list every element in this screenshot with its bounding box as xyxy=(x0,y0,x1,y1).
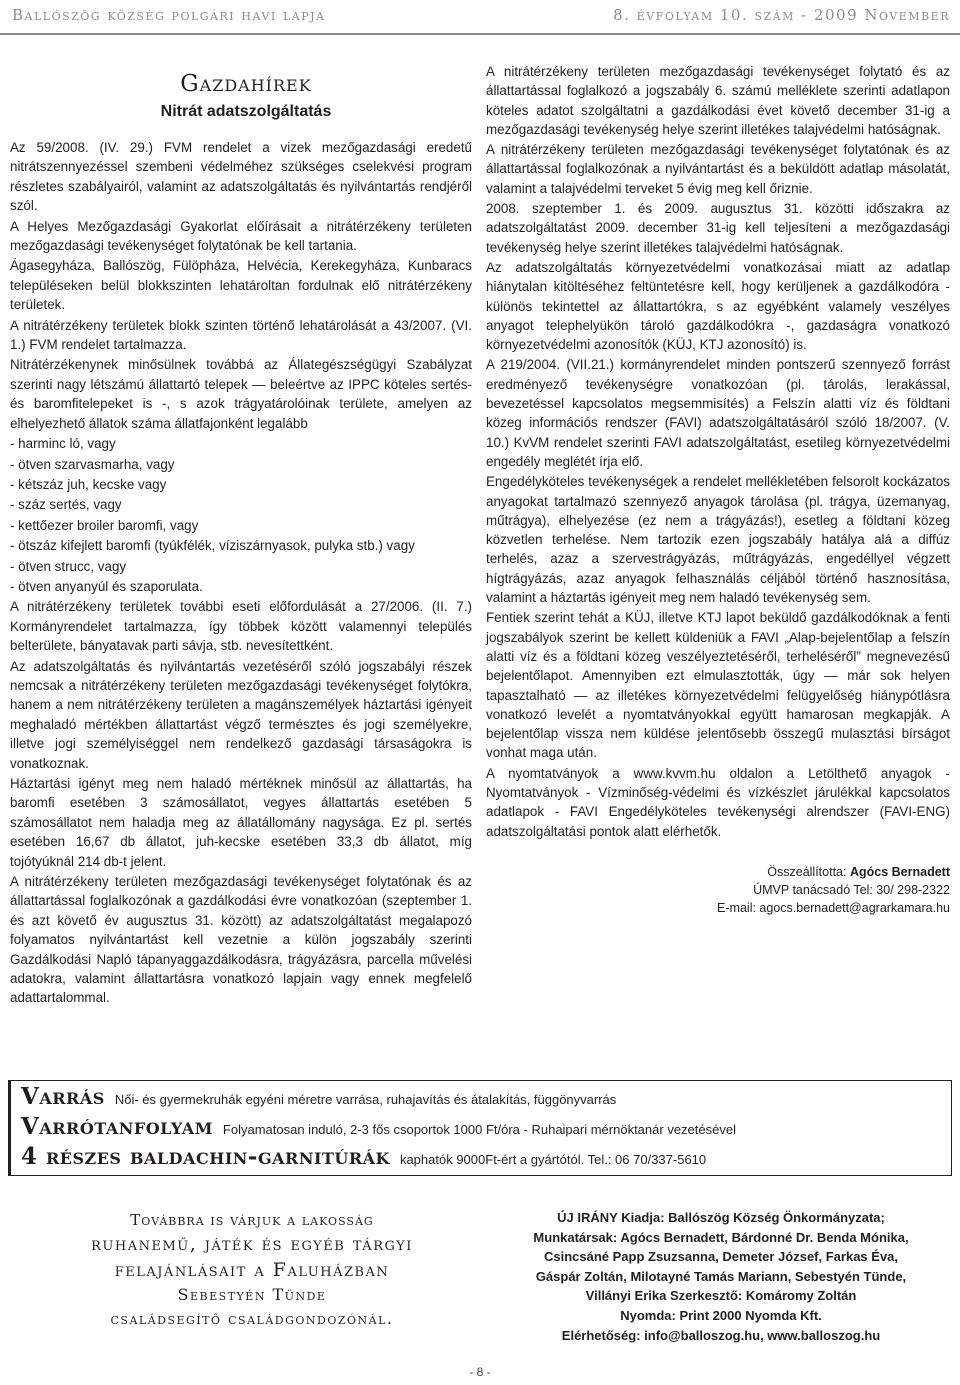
ad-line-canopy xyxy=(21,1143,706,1170)
article-signature xyxy=(486,863,950,917)
left-article-paragraph: - harminc ló, vagy xyxy=(10,436,116,452)
left-article-paragraph: Az 59/2008. (IV. 29.) FVM rendelet a vizek mezőgazdasági eredetű nitrátszennyezéssel szembeni védelméhez szükséges cselekvési program részletes szabályairól, valamint az adatszolgáltatás és nyilvántartás rendjéről szól. xyxy=(10,140,472,214)
left-article-paragraph: A nitrátérzékeny területek további eseti előfordulását a 27/2006. (II. 7.) Kormányrendelet tartalmazza, így többek között valamennyi település belterülete, bányatavak parti sávja, stb. nevesítettként. xyxy=(10,599,472,654)
right-article-paragraph: A nitrátérzékeny területen mezőgazdasági tevékenységet folytatónak és az állattartással foglalkozónak a nyilvántartást és a beküldött adatlap másolatát, valamint a talajvédelmi terveket 5 évig meg kell őriznie. xyxy=(486,142,950,196)
right-article-paragraph: A nitrátérzékeny területen mezőgazdasági tevékenységet folytató és az állattartással foglalkozó a jogszabály 6. számú melléklete szerinti adatlapon köteles adatot szolgáltatni a gazdálkodási évet követő december 31-ig a mezőgazdasági tevékenység helye szerint illetékes talajvédelmi hatóságnak. xyxy=(486,64,950,137)
right-article-paragraph: A nyomtatványok a www.kvvm.hu oldalon a Letölthető anyagok - Nyomtatványok - Vízminőség-védelmi és vízkészlet járulékkal kapcsolatos adatlapok - FAVI Engedélyköteles tevékenységi alrendszer (FAVI-ENG) adatszolgáltatási pontok alatt elérhetők. xyxy=(486,765,950,839)
article-title: Nitrát adatszolgáltatás xyxy=(160,103,332,120)
notice-line-4: Sebestyén Tünde xyxy=(177,1285,327,1304)
left-article-paragraph: Az adatszolgáltatás és nyilvántartás vezetéséről szóló jogszabályi részek nemcsak a nitrátérzékeny területen mezőgazdasági tevékenységet folytókra, hanem a nem nitrátérzékeny területen a magánszemélyek háztartási igényeit meghaladó mértékben állattartást végző természtes és jogi személyekre, illetve jogi személyiséggel nem rendelkező gazdasági társaságokra is vonatkoznak. xyxy=(10,658,472,771)
header-divider xyxy=(0,33,960,35)
imprint-line-staff-1: Munkatársak: Agócs Bernadett, Bárdonné Dr. Benda Mónika, xyxy=(533,1229,909,1245)
left-article-paragraph: - kétszáz juh, kecske vagy xyxy=(10,476,167,492)
donation-notice xyxy=(36,1209,468,1345)
ad-sewing-text: Női- és gyermekruhák egyéni méretre varrása, ruhajavítás és átalakítás, függönyvarrás xyxy=(114,1092,617,1107)
left-article-paragraph: A nitrátérzékeny területen mezőgazdasági tevékenységet folytatónak és az állattartással foglalkozónak a gazdálkodási évre vonatkozóan (szeptember 1. és azt követő év augusztus 31. között) az adatszolgáltatást megalapozó folyamatos nyilvántartást kell vezetnie a külön jogszabály szerinti Gazdálkodási Napló tápanyaggazdálkodásra, trágyázásra, parcella művelési adatokra, valamint állattartásra vonatkozó lapjain vagy ennek megfelelő adattartalommal. xyxy=(10,874,472,1006)
right-article-paragraph: Fentiek szerint tehát a KÜJ, illetve KTJ lapot beküldő gazdálkodóknak a fenti jogszabályok szerint be kellett küldeniük a FAVI „Alap-bejelentőlap a felszín alatti víz és a földtani közeg veszélyeztetéséről, terheléséről” megnevezésű bejelentőlapot. Amennyiben ezt elmulasztották, úgy — már sok helyen tapasztalható — az illetékes környezetvédelmi felügyelőség hiánypótlásra vonatkozó levelét a nyomtatványokkal együtt hamarosan megkapják. A bejelentőlap vissza nem küldése jelentősebb összegű mulasztási bírságot vonhat maga után. xyxy=(486,610,950,761)
publication-imprint xyxy=(492,1208,950,1345)
signature-author-name: Agócs Bernadett xyxy=(849,864,950,879)
left-article-paragraph: - száz sertés, vagy xyxy=(10,497,122,513)
right-article-paragraph: A 219/2004. (VII.21.) kormányrendelet minden pontszerű szennyező forrást eredményező tevékenységre vonatkozóan (pl. tárolás, lerakással, bevezetéssel kapcsolatos megsemmisítés) a Felszín alatti víz és földtani közeg információs rendszer (FAVI) adatszolgáltatásáról szóló 18/2007. (V. 10.) KvVM rendelet szerinti FAVI adatszolgáltatást, esetileg környezetvédelmi engedély meglétét írja elő. xyxy=(486,357,950,469)
ad-line-sewing xyxy=(21,1083,616,1110)
ad-canopy-text: kaphatók 9000Ft-ért a gyártótól. Tel.: 06 70/337-5610 xyxy=(399,1152,707,1167)
ad-sewing-heading: Varrás xyxy=(21,1083,105,1110)
notice-line-5: családsegítő családgondozónál. xyxy=(110,1309,394,1328)
right-article-paragraph: 2008. szeptember 1. és 2009. augusztus 31. közötti időszakra az adatszolgáltatást 2009. december 31-ig kell teljesíteni a mezőgazdasági tevékenység helye szerint illetékes talajvédelmi hatóságnak. xyxy=(486,201,950,255)
left-article-paragraph: - kettőezer broiler baromfi, vagy xyxy=(10,517,199,533)
right-article-paragraph: Az adatszolgáltatás környezetvédelmi vonatkozásai miatt az adatlap hiánytalan kitöltéséhez feltüntetésre kell, hogy kerüljenek a gazdálkodóra - különös tekintettel az állattartókra, s az egyébként valamely veszélyes anyagot telephelyükön tároló gazdálkodókra -, gazdaságra vonatkozó környezetvédelmi azonosítók (KÜJ, KTJ azonosító) is. xyxy=(486,259,950,353)
ad-course-text: Folyamatosan induló, 2-3 fős csoportok 1000 Ft/óra - Ruhaipari mérnöktanár vezetésével xyxy=(222,1122,736,1137)
imprint-line-printer: Nyomda: Print 2000 Nyomda Kft. xyxy=(620,1307,822,1323)
left-column xyxy=(10,70,472,1009)
left-article-paragraph: Háztartási igényt meg nem haladó mértéknek minősül az állattartás, ha baromfi esetében 3 számosállatot, vegyes állattartás esetében 5 számosállatot nem haladja meg az állatállomány nagysága. Ez pl. sertés esetében 16,67 db állatot, juh-kecske esetében 33,3 db állatot, míg tojótyúknál 214 db-t jelent. xyxy=(10,776,472,869)
right-article-body xyxy=(486,62,950,841)
ad-line-course xyxy=(21,1113,736,1140)
imprint-line-contact: Elérhetőség: info@balloszog.hu, www.balloszog.hu xyxy=(561,1327,881,1343)
header-issue-info: 8. évfolyam 10. szám - 2009 November xyxy=(613,6,950,24)
left-article-paragraph: A Helyes Mezőgazdasági Gyakorlat előírásait a nitrátérzékeny területen mezőgazdasági tevékenységet folytatónak be kell tartania. xyxy=(10,218,472,254)
left-article-body xyxy=(10,138,472,1008)
left-article-paragraph: Ágasegyháza, Ballószög, Fülöpháza, Helvécia, Kerekegyháza, Kunbaracs településeken belül blokkszinten lehatároltan fordulnak elő nitrátérzékeny területek. xyxy=(10,258,472,313)
left-article-paragraph: Nitrátérzékenynek minősülnek továbbá az Állategészségügyi Szabályzat szerinti nagy létszámú állattartó telepek — beleértve az IPPC köteles sertés- és baromfitelepeket is -, s azok trágyatárolóinak területe, amelyen az elhelyezhető állatok száma állatfajonként legalább xyxy=(10,357,472,431)
sewing-advertisement xyxy=(8,1080,952,1176)
notice-line-2: ruhanemű, játék és egyéb tárgyi xyxy=(91,1233,413,1255)
left-article-paragraph: - ötszáz kifejlett baromfi (tyúkfélék, víziszárnyasok, pulyka stb.) vagy xyxy=(10,538,415,554)
imprint-line-staff-2: Csincsáné Papp Zsuzsanna, Demeter József, Farkas Éva, xyxy=(543,1249,899,1265)
signature-email: E-mail: agocs.bernadett@agrarkamara.hu xyxy=(717,900,950,915)
notice-line-1: Továbbra is várjuk a lakosság xyxy=(130,1211,374,1229)
left-article-paragraph: - ötven anyanyúl és szaporulata. xyxy=(10,578,203,594)
imprint-line-editor: Villányi Erika Szerkesztő: Komáromy Zoltán xyxy=(585,1288,857,1304)
ad-canopy-heading: 4 részes baldachin-garnitúrák xyxy=(21,1143,390,1170)
page-header xyxy=(0,0,960,36)
left-article-paragraph: A nitrátérzékeny területek blokk szinten történő lehatárolását a 43/2007. (VI. 1.) FVM rendelet tartalmazza. xyxy=(10,317,472,353)
signature-role: ÚMVP tanácsadó Tel: 30/ 298-2322 xyxy=(753,882,950,897)
header-publication-name: Ballószög község polgári havi lapja xyxy=(12,6,326,24)
notice-line-3: felajánlásait a Faluházban xyxy=(114,1259,390,1281)
left-article-paragraph: - ötven strucc, vagy xyxy=(10,558,127,574)
signature-compiled-by: Összeállította: Agócs Bernadett xyxy=(767,864,950,879)
left-article-paragraph: - ötven szarvasmarha, vagy xyxy=(10,456,175,472)
imprint-line-staff-3: Gáspár Zoltán, Milotayné Tamás Mariann, Sebestyén Tünde, xyxy=(535,1268,907,1284)
page-number: - 8 - xyxy=(469,1365,491,1379)
ad-course-heading: Varrótanfolyam xyxy=(21,1113,213,1140)
right-column xyxy=(486,62,950,917)
section-title: Gazdahírek xyxy=(180,71,312,97)
imprint-line-publisher: ÚJ IRÁNY Kiadja: Ballószög Község Önkormányzata; xyxy=(557,1210,885,1225)
right-article-paragraph: Engedélyköteles tevékenységek a rendelet mellékletében felsorolt kockázatos anyagokat tartalmazó szennyező anyagok tárolása (pl. trágya, üzemanyag, műtrágya), elhelyezése (ez nem a trágyázás!), esetleg a földtani közeg közvetlen terhelése. Nem tartozik ezen jogszabály hatálya alá a diffúz terhelés, azaz a szervestrágyázás, műtrágyázás, engedéllyel végzett hígtrágyázás, azaz anyagok felhasználás céljából történő hasznosítása, valamint a háztartás igényeit meg nem haladó tevékenység sem. xyxy=(486,474,950,606)
